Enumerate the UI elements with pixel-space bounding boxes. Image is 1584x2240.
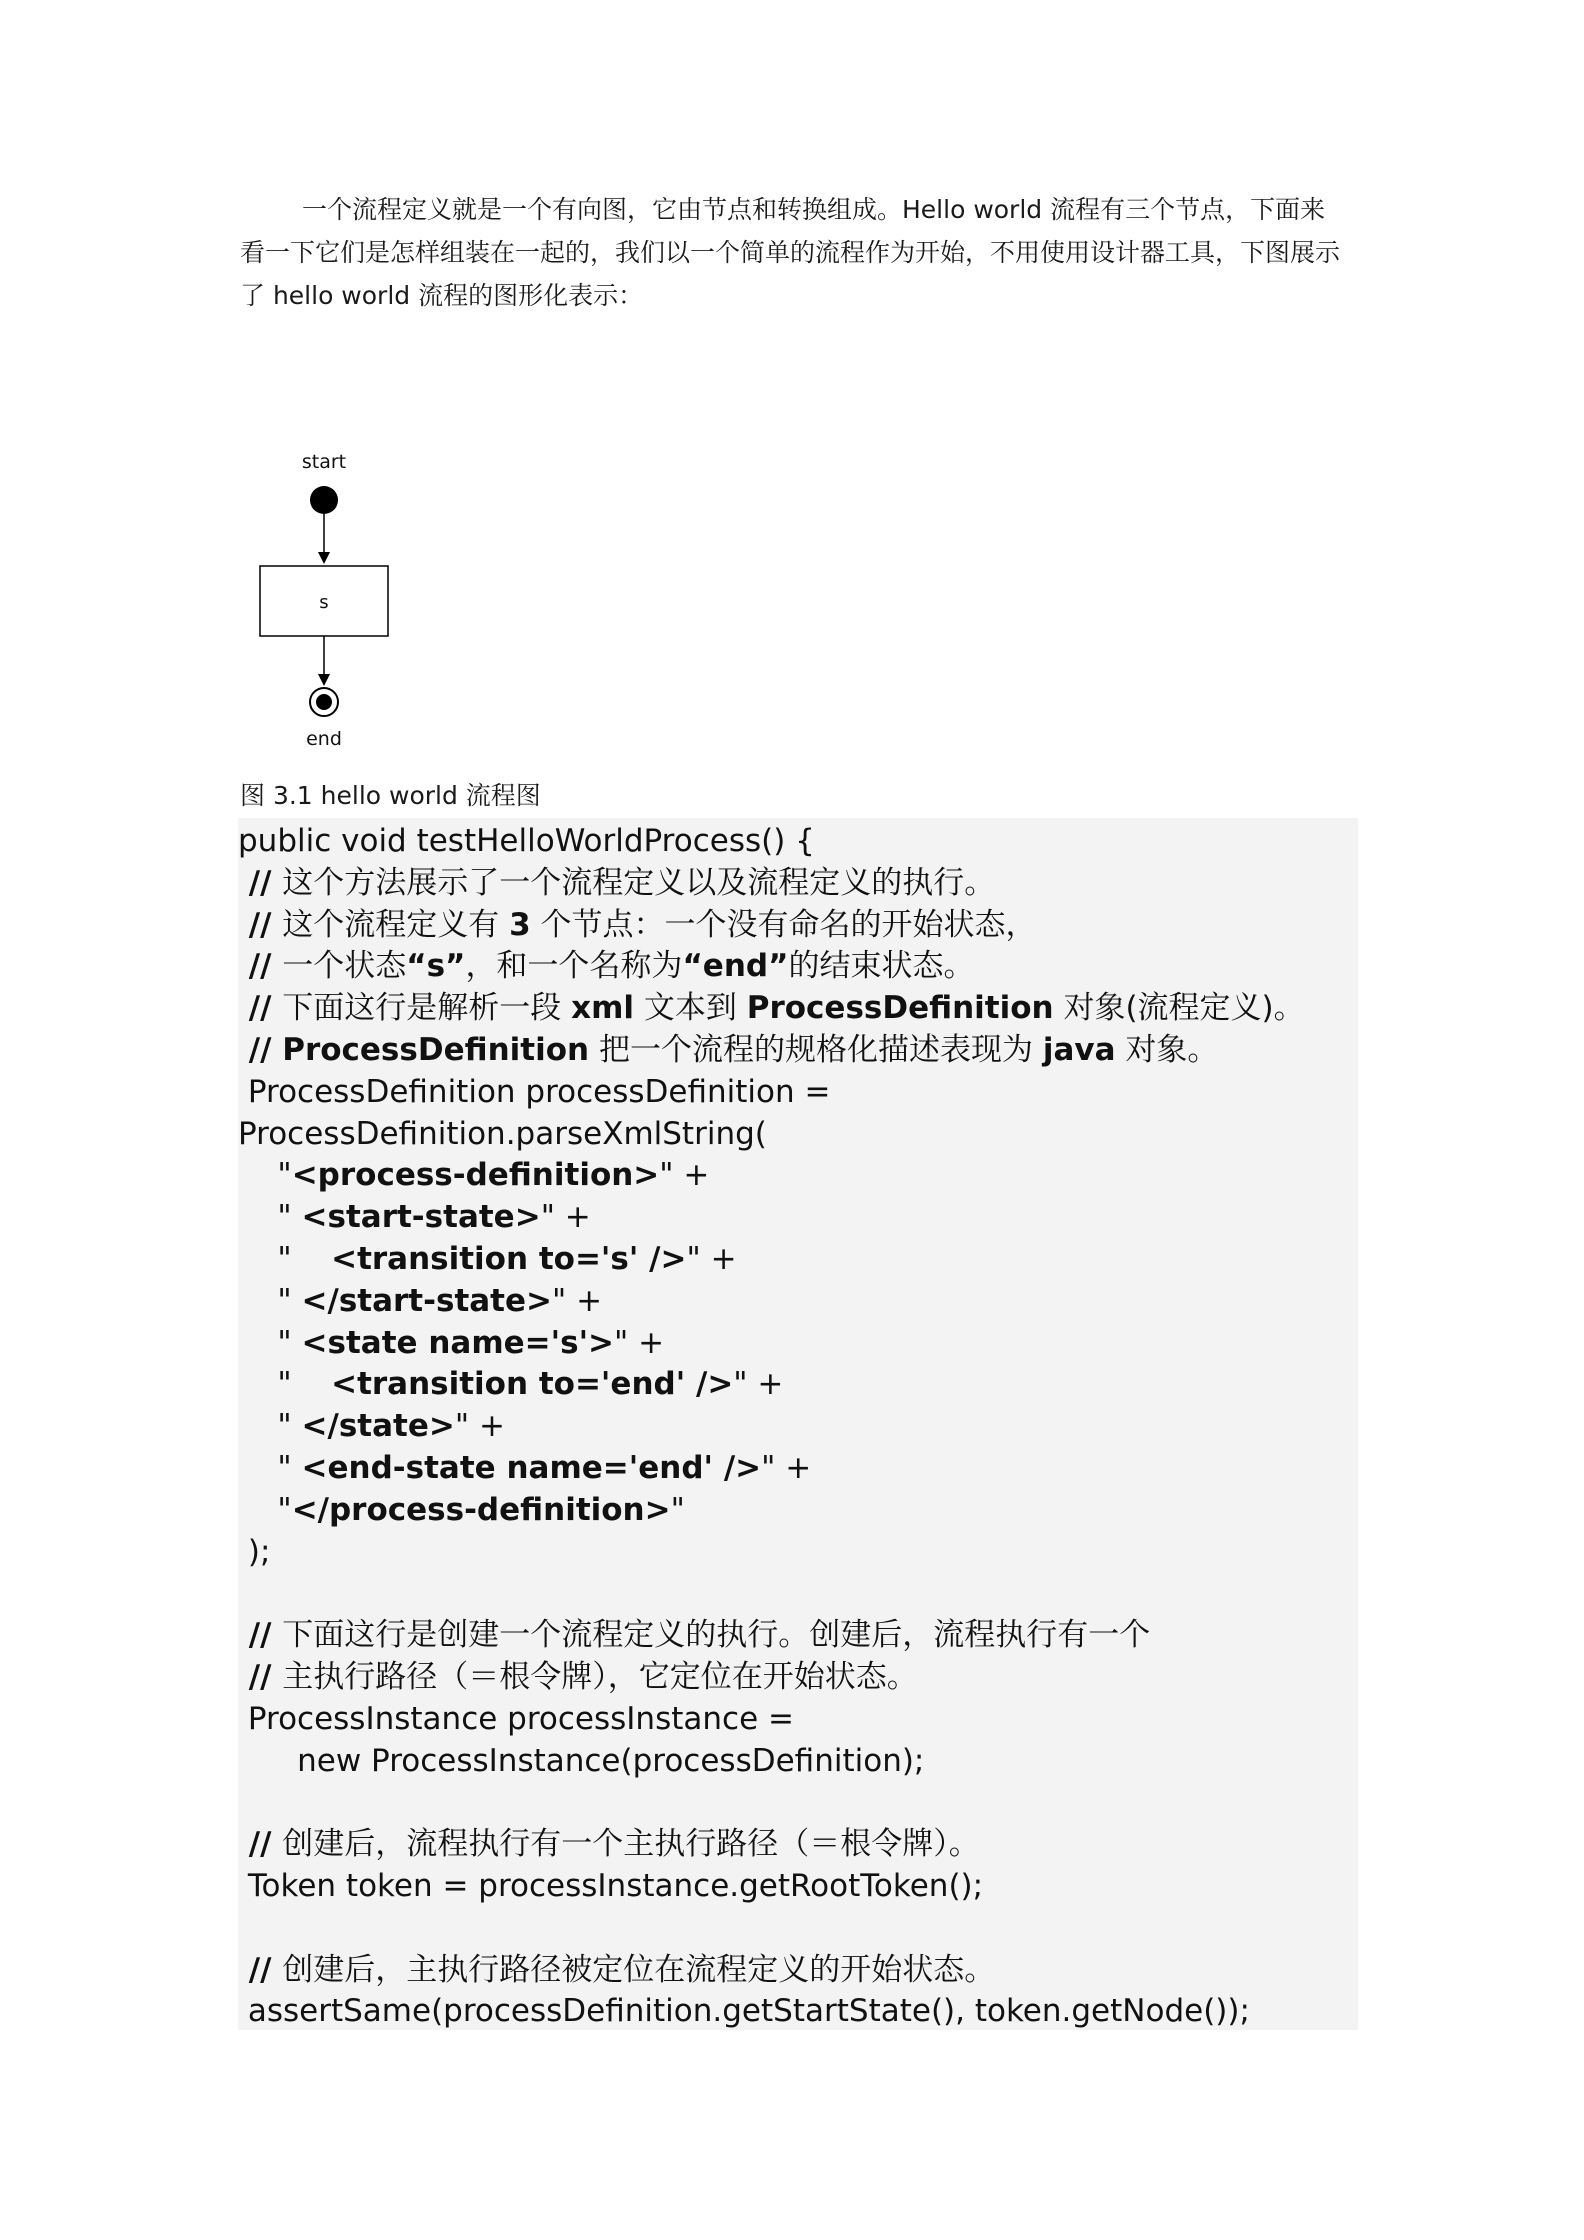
code-token: // — [238, 990, 283, 1027]
code-token: xml — [571, 990, 635, 1027]
code-token: 创建后，流程执行有一个主执行路径（＝根令牌）。 — [282, 1826, 980, 1863]
code-line — [238, 1656, 918, 1698]
code-token: " + — [733, 1366, 784, 1403]
code-line — [238, 1531, 270, 1573]
code-line — [238, 1071, 830, 1113]
code-token: 的结束状态。 — [788, 948, 975, 985]
code-token: <transition to='end' /> — [331, 1366, 734, 1403]
code-line — [238, 862, 995, 904]
figure-caption: 图 3.1 hello world 流程图 — [240, 781, 541, 810]
code-token: </process-definition> — [291, 1491, 671, 1528]
code-line — [238, 1698, 794, 1740]
code-token: </state> — [301, 1408, 455, 1445]
code-token: // — [238, 1826, 283, 1863]
code-token: " + — [686, 1241, 737, 1277]
code-token: " — [238, 1157, 292, 1194]
code-token: ProcessDefinition.parseXmlString( — [238, 1115, 767, 1152]
code-block — [238, 818, 1358, 2030]
code-token: " + — [552, 1282, 603, 1319]
code-token: 把一个流程的规格化描述表现为 — [589, 1032, 1043, 1068]
code-token: public void testHelloWorldProcess() { — [238, 823, 815, 859]
code-token: “end” — [682, 948, 789, 985]
code-token: assertSame(processDefinition.getStartState(), token.getNode()); — [238, 1993, 1250, 2030]
code-token: ，和一个名称为 — [465, 948, 683, 985]
code-token: " + — [659, 1157, 710, 1194]
end-arrowhead — [318, 674, 330, 686]
code-token: “s” — [406, 948, 466, 985]
end-label: end — [306, 728, 342, 750]
code-line — [238, 1363, 783, 1405]
code-line — [238, 1280, 602, 1322]
code-token: " — [238, 1491, 292, 1528]
code-token: " — [238, 1366, 332, 1403]
code-token: " — [238, 1241, 332, 1277]
code-token: " — [670, 1491, 685, 1528]
code-line — [238, 1614, 1150, 1656]
code-token: ); — [238, 1533, 271, 1570]
code-token: <end-state name='end' /> — [301, 1450, 762, 1486]
code-token: " + — [540, 1199, 591, 1236]
start-node — [310, 486, 338, 514]
code-token: 下面这行是创建一个流程定义的执行。创建后，流程执行有一个 — [282, 1617, 1151, 1654]
code-line — [238, 987, 1305, 1029]
code-token: 主执行路径（＝根令牌），它定位在开始状态。 — [282, 1659, 918, 1695]
code-token: 对象(流程定义)。 — [1053, 990, 1305, 1027]
code-line — [238, 1113, 767, 1155]
code-token: new ProcessInstance(processDefinition); — [238, 1742, 925, 1779]
code-token: </start-state> — [301, 1282, 552, 1319]
code-token: <process-definition> — [291, 1157, 660, 1194]
code-token: " + — [454, 1408, 505, 1445]
code-line — [238, 1238, 737, 1280]
code-token: // — [238, 864, 283, 901]
code-token: ProcessInstance processInstance = — [238, 1700, 794, 1737]
code-line — [238, 1322, 664, 1364]
code-token: 下面这行是解析一段 — [282, 990, 572, 1027]
code-token: " + — [761, 1450, 812, 1486]
code-token: java — [1042, 1032, 1116, 1068]
code-line — [238, 945, 974, 987]
code-line — [238, 1489, 685, 1531]
end-node-inner — [316, 694, 332, 710]
code-line — [238, 820, 815, 862]
code-token: " — [238, 1450, 302, 1486]
code-line — [238, 1740, 924, 1782]
code-token: Token token = processInstance.getRootToken(); — [238, 1868, 984, 1904]
code-line — [238, 1029, 1218, 1071]
code-token: <state name='s'> — [301, 1324, 615, 1361]
code-token: " + — [614, 1324, 665, 1361]
code-token: 创建后，主执行路径被定位在流程定义的开始状态。 — [282, 1951, 996, 1988]
code-token: 对象。 — [1115, 1032, 1219, 1068]
start-arrowhead — [318, 552, 330, 564]
code-line — [238, 904, 1037, 946]
hello-world-flow-diagram — [200, 440, 460, 780]
code-line — [238, 1405, 505, 1447]
code-token: " — [238, 1282, 302, 1319]
code-token: <start-state> — [301, 1199, 541, 1236]
code-line — [238, 1865, 983, 1907]
code-token: 一个状态 — [282, 948, 407, 985]
code-token: 这个流程定义有 — [282, 906, 510, 943]
code-line — [238, 1823, 980, 1865]
code-line — [238, 1154, 709, 1196]
code-line — [238, 1196, 591, 1238]
code-line — [238, 1990, 1250, 2032]
code-token: " — [238, 1324, 302, 1361]
code-token: " — [238, 1408, 302, 1445]
code-token: 文本到 — [634, 990, 747, 1027]
code-token: 个节点：一个没有命名的开始状态， — [530, 906, 1037, 943]
intro-paragraph: 一个流程定义就是一个有向图，它由节点和转换组成。Hello world 流程有三个节点，下面来看一下它们是怎样组装在一起的，我们以一个简单的流程作为开始，不用使用设计器工具，下图展示了 hello world 流程的图形化表示： — [240, 195, 1341, 310]
code-token: ProcessDefinition processDefinition = — [238, 1073, 831, 1110]
code-token: // ProcessDefinition — [238, 1032, 590, 1068]
code-line — [238, 1447, 811, 1489]
code-token: 这个方法展示了一个流程定义以及流程定义的执行。 — [282, 864, 996, 901]
code-token: // — [238, 906, 283, 943]
start-label: start — [301, 451, 347, 473]
code-token: // — [238, 1659, 283, 1695]
code-line — [238, 1949, 995, 1991]
code-token: <transition to='s' /> — [331, 1241, 687, 1277]
code-token: ProcessDefinition — [746, 990, 1054, 1027]
code-token: // — [238, 1617, 283, 1654]
code-token: // — [238, 948, 283, 985]
code-token: // — [238, 1951, 283, 1988]
code-token: " — [238, 1199, 302, 1236]
state-label: s — [319, 592, 329, 613]
code-token: 3 — [509, 906, 531, 943]
